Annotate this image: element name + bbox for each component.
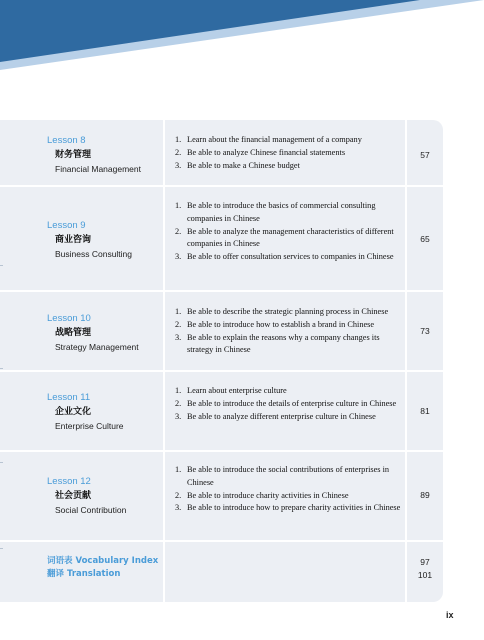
header-banner [0,0,484,70]
page-number: 101 [417,570,433,580]
objective-item: 2. Be able to analyze the management characteristics of different companies in Chinese [175,226,394,249]
objective-item: 3. Be able to make a Chinese budget [175,160,300,170]
page-number: 65 [420,234,430,244]
lesson-title-zh: 财务管理 [55,150,92,160]
vocabulary-index-label: 词语表 Vocabulary Index [47,556,159,566]
objective-item: 2. Be able to analyze Chinese financial statements [175,147,346,157]
page-folio: ix [446,610,454,620]
objective-item: 1. Learn about the financial management of a company [175,135,362,144]
page-number: 57 [420,150,430,160]
objectives-list [175,134,403,172]
margin-tick [0,548,3,549]
lesson-heading [47,219,132,261]
lesson-number: Lesson 12 [47,476,91,487]
lesson-title-en: Financial Management [55,164,141,174]
objective-item: 2. Be able to introduce how to establish a brand in Chinese [175,319,375,329]
lesson-number: Lesson 9 [47,220,86,231]
objective-item: 3. Be able to offer consultation services to companies in Chinese [175,252,394,262]
lesson-number: Lesson 10 [47,313,91,324]
objectives-list [175,464,403,515]
table-of-contents [0,120,443,602]
lesson-number: Lesson 11 [47,392,91,403]
page-number: 81 [420,406,430,416]
page-number: 73 [420,326,430,336]
lesson-title-en: Business Consulting [55,249,133,259]
objective-item: 3. Be able to introduce how to prepare charity activities in Chinese [175,503,401,513]
margin-tick [0,462,3,463]
objective-item: 2. Be able to introduce the details of enterprise culture in Chinese [175,398,397,408]
objective-item: 1. Be able to describe the strategic planning process in Chinese [175,307,389,316]
lesson-title-en: Enterprise Culture [55,421,124,431]
lesson-heading [47,312,139,354]
lesson-title-zh: 社会贡献 [55,491,92,501]
margin-tick [0,265,3,266]
lesson-heading [47,391,124,433]
objective-item: 3. Be able to analyze different enterprise culture in Chinese [175,411,376,421]
lesson-title-zh: 商业咨询 [55,235,92,245]
lesson-number: Lesson 8 [47,135,86,146]
objectives-list [175,385,403,423]
lesson-title-zh: 战略管理 [55,328,92,338]
page-number: 97 [420,557,430,567]
objective-item: 1. Be able to introduce the social contributions of enterprises in Chinese [175,465,390,487]
objective-item: 1. Be able to introduce the basics of commercial consulting companies in Chinese [175,201,376,223]
translation-label: 翻译 Translation [47,569,121,579]
objectives-list [175,306,403,357]
lesson-heading [47,475,126,517]
page-number: 89 [420,490,430,500]
objective-item: 3. Be able to explain the reasons why a company changes its strategy in Chinese [175,332,380,355]
objective-item: 1. Learn about enterprise culture [175,386,287,395]
objectives-list [175,200,403,264]
margin-tick [0,368,3,369]
lesson-title-en: Strategy Management [55,342,139,352]
objective-item: 2. Be able to introduce charity activities in Chinese [175,490,349,500]
lesson-heading [47,134,141,176]
lesson-title-en: Social Contribution [55,505,127,515]
lesson-title-zh: 企业文化 [55,407,92,417]
